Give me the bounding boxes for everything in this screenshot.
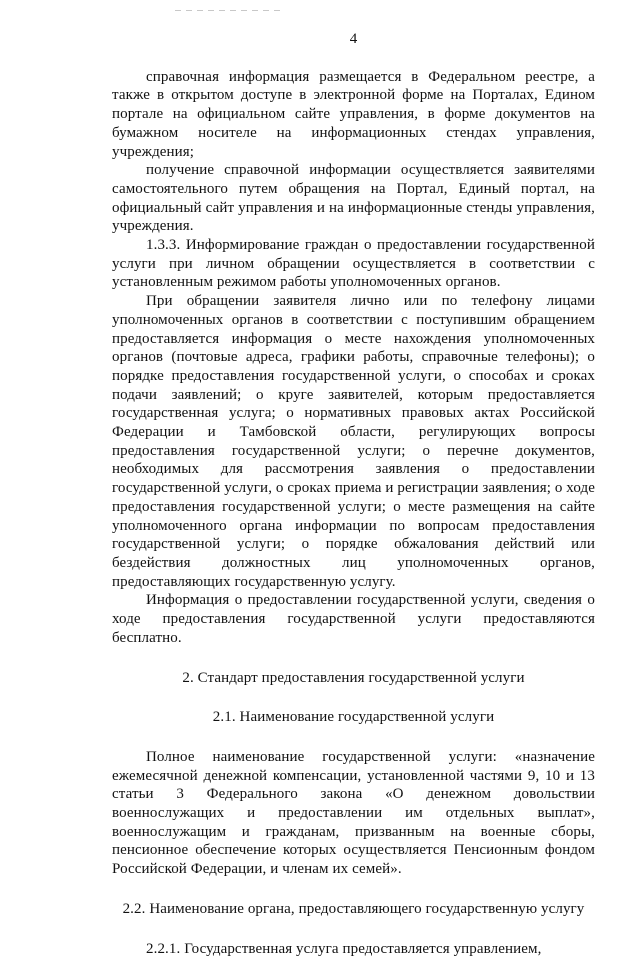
scan-artifact [175,10,285,11]
subsection-2-1-heading: 2.1. Наименование государственной услуги [212,709,495,726]
section-2-heading: 2. Стандарт предоставления государственной услуги [182,669,525,686]
paragraph-reference-info-placement: справочная информация размещается в Федеральном реестре, а также в открытом доступе в электронной форме на Порталах, Едином портале на официальном сайте управления, в форме документов на бумажном носителе на информационных стендах управления, учреждения; [112,68,595,160]
paragraph-personal-contact: При обращении заявителя лично или по телефону лицами уполномоченных органов в соответствии с поступившим обращением предоставляется информация о месте нахождения уполномоченных органов (почтовые адреса, графики работы, справочные телефоны); о порядке предоставления государственной услуги, о способах и сроках подачи заявлений; о круге заявителей, которым предоставляется государственная услуга; о нормативных правовых актах Российской Федерации и Тамбовской области, регулирующих вопросы предоставления государственной услуги; о перечне документов, необходимых для рассмотрения заявления о предоставлении государственной услуги, о сроках приема и регистрации заявления; о ходе предоставления государственной услуги; о месте размещения на сайте уполномоченного органа информации по вопросам предоставления государственной услуги; о порядке обжалования действий или бездействия должностных лиц уполномоченных органов, предоставляющих государственную услугу. [112,293,595,590]
page-number: 4 [349,31,358,47]
paragraph-2-2-1: 2.2.1. Государственная услуга предоставляется управлением, [146,940,542,957]
paragraph-service-full-name: Полное наименование государственной услуги: «назначение ежемесячной денежной компенсации, установленной частями 9, 10 и 13 статьи 3 Федерального закона «О денежном довольствии военнослужащих и предоставлении им отдельных выплат», военнослужащим и гражданам, призванным на военные сборы, пенсионное обеспечение которых осуществляется Пенсионным фондом Российской Федерации, и членам их семей». [112,748,595,878]
paragraph-1-3-3: 1.3.3. Информирование граждан о предоставлении государственной услуги при личном обращении осуществляется в соответствии с установленным режимом работы уполномоченных органов. [112,237,595,291]
paragraph-reference-info-obtaining: получение справочной информации осуществляется заявителями самостоятельного путем обращения на Портал, Единый портал, на официальный сайт управления и на информационные стенды управления, учреждения. [112,162,595,235]
subsection-2-2-heading: 2.2. Наименование органа, предоставляющего государственную услугу [122,900,585,917]
paragraph-free-of-charge: Информация о предоставлении государственной услуги, сведения о ходе предоставления государственной услуги предоставляются бесплатно. [112,592,595,646]
